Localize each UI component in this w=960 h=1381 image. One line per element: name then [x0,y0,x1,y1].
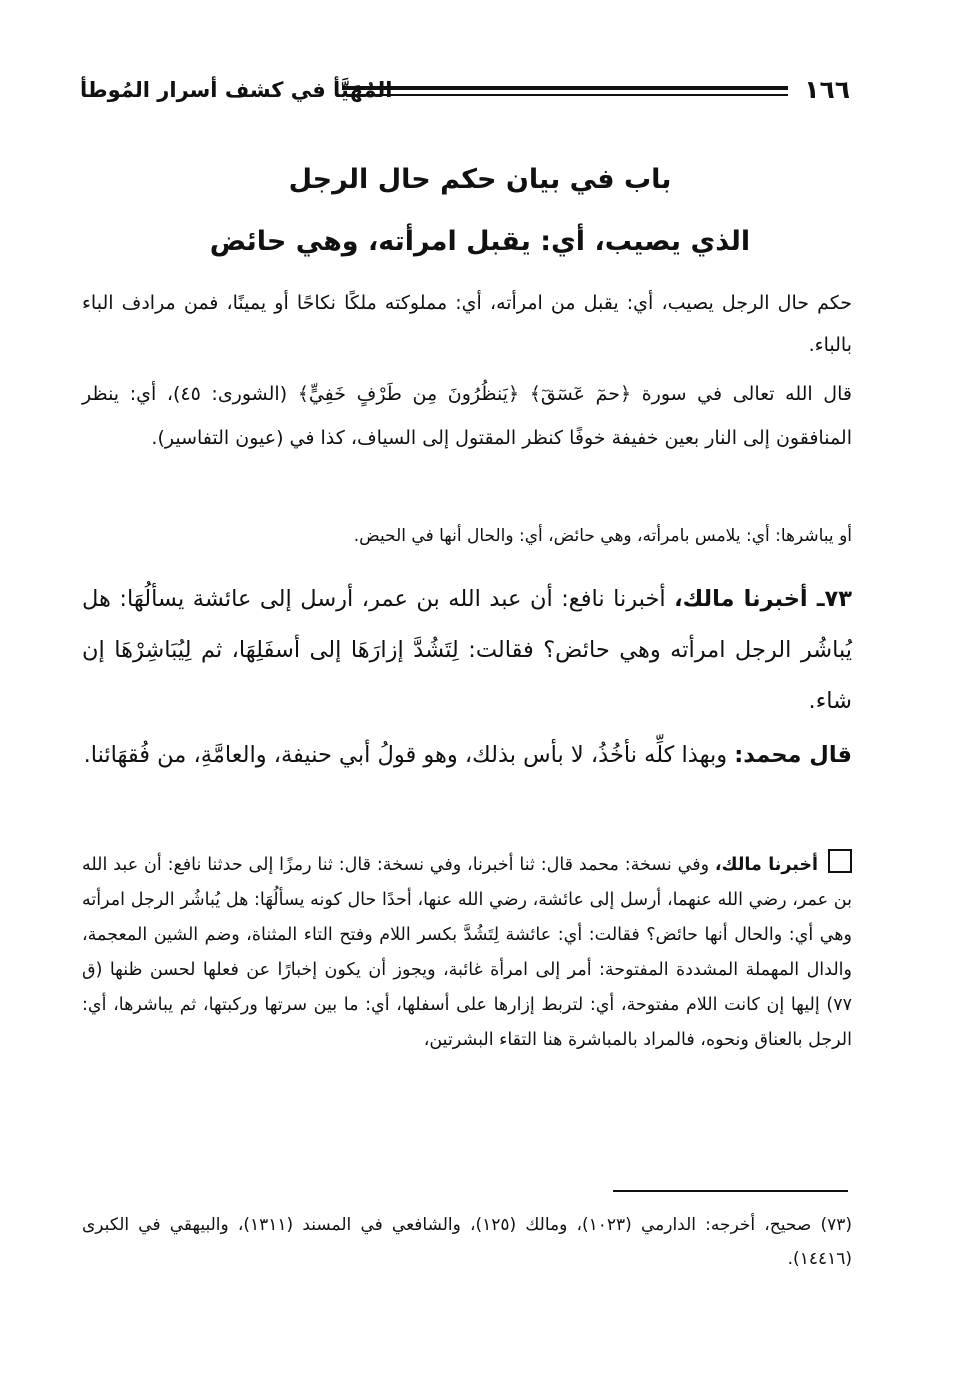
page-number: ١٦٦ [804,75,850,104]
footnote: (٧٣) صحيح، أخرجه: الدارمي (١٠٢٣)، ومالك (١٢٥)، والشافعي في المسند (١٣١١)، والبيهقي في الكبرى (١٤٤١٦). [82,1215,852,1269]
hadith-text: أخبرنا نافع: أن عبد الله بن عمر، أرسل إلى عائشة يسألُهَا: هل يُباشُر الرجل امرأته وهي حائض؟ فقالت: لِتَشُدَّ إزارَهَا إلى أسفَلِهَا، ثم لِيُبَاشِرْهَا إن شاء. [82,586,852,714]
intro-paragraph: حكم حال الرجل يصيب، أي: يقبل من امرأته، أي: مملوكته ملكًا نكاحًا أو يمينًا، فمن مرادف الباء بالباء. [82,292,852,356]
qal-muhammad-text: وبهذا كلِّه نأخُذُ، لا بأس بذلك، وهو قولُ أبي حنيفة، والعامَّةِ، من فُقهَائنا. [83,742,728,768]
chapter-heading-line2: الذي يصيب، أي: يقبل امرأته، وهي حائض [209,226,751,257]
footnote-divider [613,1190,848,1192]
verse-paragraph: قال الله تعالى في سورة ﴿حمٓ عٓسٓقٓ﴾ ﴿يَنظُرُونَ مِن طَرْفٍ خَفِيٍّ﴾ (الشورى: ٤٥)، أي: ينظر المنافقون إلى النار بعين خفيفة خوفًا كنظر المقتول إلى السياف، كذا في (عيون التفاسير). [82,383,852,449]
chapter-heading-line1: باب في بيان حكم حال الرجل [288,164,672,195]
short-note: أو يباشرها: أي: يلامس بامرأته، وهي حائض، أي: والحال أنها في الحيض. [353,526,852,546]
commentary-paragraph [82,848,852,1058]
book-title: المُهَيَّأ في كشف أسرار المُوطأ [80,78,393,102]
running-header [80,72,850,112]
commentary-text: وفي نسخة: محمد قال: ثنا أخبرنا، وفي نسخة: قال: ثنا رمزًا إلى حدثنا نافع: أن عبد الله بن عمر، رضي الله عنهما، أرسل إلى عائشة، رضي الله عنها، أحدًا حال كونه يسألُهَا: هل يُباشُر الرجل امرأته وهي أي: والحال أنها حائض؟ فقالت: أي: عائشة لِتَشُدَّ بكسر اللام وفتح التاء المثناة، وضم الشين المعجمة، والدال المهملة المشددة المفتوحة: أمر إلى امرأة غائبة، ويجوز أن يكون إخبارًا عن فعلها لحسن ظنها (ق ٧٧) إليها إن كانت اللام مفتوحة، أي: لتربط إزارها على أسفلها، أي: ما بين سرتها وركبتها، ثم يباشرها، أي: الرجل بالعناق ونحوه، فالمراد بالمباشرة هنا التقاء البشرتين، [82,855,852,1050]
commentary-lead: أخبرنا مالك، [714,855,818,875]
hadith-number-lead: ٧٣ـ أخبرنا مالك، [674,586,852,612]
square-marker-icon [828,849,852,873]
qal-muhammad-lead: قال محمد: [734,742,852,768]
qal-muhammad [82,730,852,781]
header-double-rule [342,86,788,96]
hadith-73 [82,574,852,727]
